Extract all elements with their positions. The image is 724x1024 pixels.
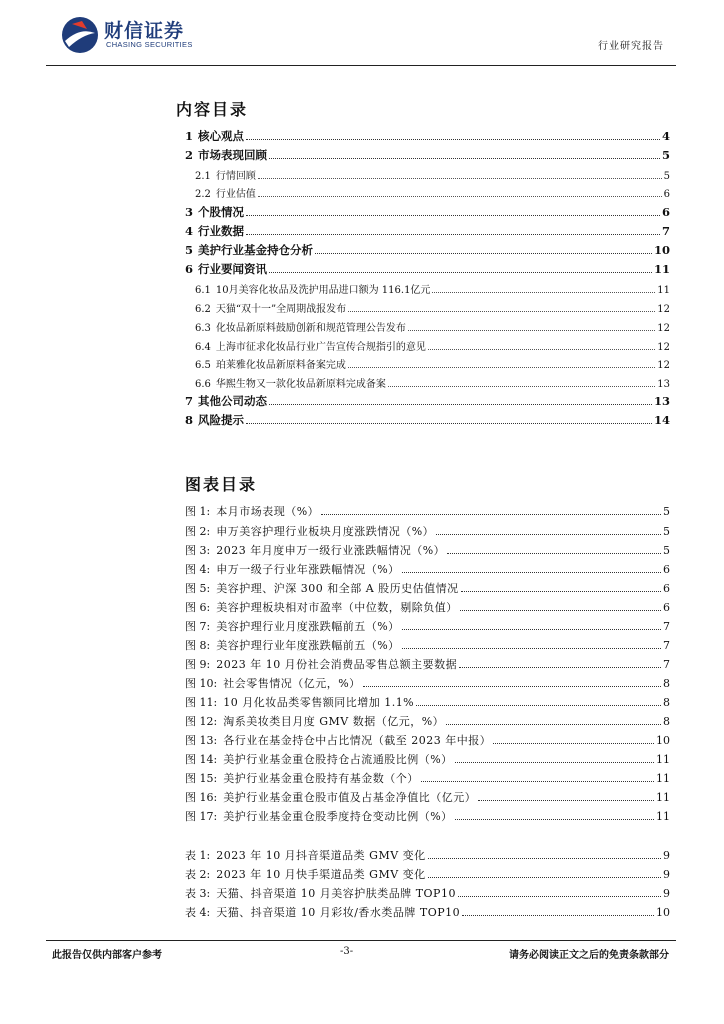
figure-entry[interactable] bbox=[185, 503, 670, 519]
toc-entry-page: 10 bbox=[653, 243, 670, 257]
figure-title: 社会零售情况（亿元，%） bbox=[223, 677, 361, 690]
dot-leader bbox=[428, 858, 661, 859]
toc-entry-number: 6.1 bbox=[195, 285, 211, 296]
table-title: 2023 年 10 月快手渠道品类 GMV 变化 bbox=[216, 868, 426, 881]
figure-label: 图 4: bbox=[185, 563, 211, 576]
dot-leader bbox=[402, 629, 661, 630]
toc-entry-title: 市场表现回顾 bbox=[198, 148, 268, 162]
figure-title: 淘系美妆类目月度 GMV 数据（亿元，%） bbox=[223, 715, 445, 728]
toc-entry-title: 美护行业基金持仓分析 bbox=[198, 243, 314, 257]
toc-entry-page: 13 bbox=[657, 379, 670, 390]
toc-title: 内容目录 bbox=[176, 100, 249, 119]
figure-page: 8 bbox=[663, 715, 670, 728]
dot-leader bbox=[493, 743, 654, 744]
figure-title: 美护行业基金重仓股持有基金数（个） bbox=[223, 772, 419, 785]
toc-entry-page: 14 bbox=[653, 413, 670, 427]
figure-list-title: 图表目录 bbox=[185, 475, 258, 494]
table-entry[interactable] bbox=[185, 847, 670, 863]
figure-entry[interactable] bbox=[185, 770, 670, 786]
figure-title: 美护行业基金重仓股季度持仓变动比例（%） bbox=[223, 810, 453, 823]
toc-entry-number: 6 bbox=[185, 262, 194, 276]
table-entry[interactable] bbox=[185, 904, 670, 920]
toc-entry[interactable] bbox=[185, 147, 670, 163]
figure-entry[interactable] bbox=[185, 713, 670, 729]
toc-entry[interactable] bbox=[185, 412, 670, 428]
figure-entry[interactable] bbox=[185, 542, 670, 558]
toc-entry-title: 个股情况 bbox=[198, 205, 245, 219]
page-number: -3- bbox=[340, 946, 354, 957]
dot-leader bbox=[458, 896, 661, 897]
toc-entry-page: 6 bbox=[663, 189, 670, 200]
figure-label: 图 1: bbox=[185, 505, 211, 518]
figure-page: 11 bbox=[656, 753, 670, 766]
dot-leader bbox=[459, 667, 661, 668]
dot-leader bbox=[455, 819, 654, 820]
toc-entry-title: 华熙生物又一款化妆品新原料完成备案 bbox=[215, 379, 386, 390]
figure-entry[interactable] bbox=[185, 523, 670, 539]
dot-leader bbox=[348, 367, 655, 368]
figure-label: 图 2: bbox=[185, 525, 211, 538]
toc-entry-number: 6.5 bbox=[195, 360, 211, 371]
toc-entry[interactable] bbox=[185, 223, 670, 239]
figure-title: 美护行业基金重仓股持仓占流通股比例（%） bbox=[223, 753, 453, 766]
toc-subentry[interactable] bbox=[195, 375, 670, 391]
dot-leader bbox=[348, 311, 655, 312]
figure-title: 申万美容护理行业板块月度涨跌情况（%） bbox=[216, 525, 435, 538]
toc-entry[interactable] bbox=[185, 261, 670, 277]
figure-page: 6 bbox=[663, 601, 670, 614]
toc-entry-number: 6.3 bbox=[195, 323, 211, 334]
figure-page: 8 bbox=[663, 677, 670, 690]
dot-leader bbox=[402, 572, 661, 573]
figure-title: 10 月化妆品类零售额同比增加 1.1% bbox=[223, 696, 415, 709]
figure-page: 5 bbox=[663, 525, 670, 538]
figure-label: 图 16: bbox=[185, 791, 218, 804]
figure-page: 6 bbox=[663, 582, 670, 595]
report-type-label: 行业研究报告 bbox=[598, 41, 664, 52]
figure-entry[interactable] bbox=[185, 656, 670, 672]
toc-subentry[interactable] bbox=[195, 338, 670, 354]
figure-page: 11 bbox=[656, 772, 670, 785]
toc-entry-title: 珀莱雅化妆品新原料备案完成 bbox=[215, 360, 346, 371]
toc-subentry[interactable] bbox=[195, 356, 670, 372]
toc-entry-title: 天猫“双十一”全周期战报发布 bbox=[215, 304, 347, 315]
figure-label: 图 7: bbox=[185, 620, 211, 633]
figure-label: 图 15: bbox=[185, 772, 218, 785]
dot-leader bbox=[436, 534, 661, 535]
toc-entry-title: 核心观点 bbox=[198, 129, 245, 143]
figure-title: 美容护理板块相对市盈率（中位数，剔除负值） bbox=[216, 601, 458, 614]
dot-leader bbox=[269, 158, 660, 159]
table-label: 表 4: bbox=[185, 906, 211, 919]
figure-page: 11 bbox=[656, 791, 670, 804]
toc-entry-number: 4 bbox=[185, 224, 194, 238]
dot-leader bbox=[447, 553, 661, 554]
figure-page: 5 bbox=[663, 544, 670, 557]
dot-leader bbox=[428, 349, 655, 350]
figure-label: 图 17: bbox=[185, 810, 218, 823]
toc-entry[interactable] bbox=[185, 242, 670, 258]
toc-entry-title: 10月美容化妆品及洗护用品进口额为 116.1亿元 bbox=[215, 285, 431, 296]
table-entry[interactable] bbox=[185, 885, 670, 901]
toc-entry-page: 12 bbox=[657, 304, 670, 315]
logo-emblem-icon bbox=[60, 15, 100, 55]
toc-entry-number: 2.2 bbox=[195, 189, 211, 200]
figure-label: 图 9: bbox=[185, 658, 211, 671]
dot-leader bbox=[428, 877, 661, 878]
figure-title: 2023 年月度申万一级行业涨跌幅情况（%） bbox=[216, 544, 446, 557]
figure-title: 申万一级子行业年涨跌幅情况（%） bbox=[216, 563, 400, 576]
toc-entry-title: 行情回顾 bbox=[215, 171, 256, 182]
company-logo bbox=[60, 15, 210, 59]
toc-entry-page: 11 bbox=[657, 285, 670, 296]
dot-leader bbox=[461, 591, 661, 592]
toc-subentry[interactable] bbox=[195, 185, 670, 201]
toc-entry-page: 11 bbox=[653, 262, 670, 276]
toc-entry-title: 化妆品新原料鼓励创新和规范管理公告发布 bbox=[215, 323, 406, 334]
toc-entry[interactable] bbox=[185, 393, 670, 409]
figure-title: 各行业在基金持仓中占比情况（截至 2023 年中报） bbox=[223, 734, 492, 747]
footer-disclaimer-left: 此报告仅供内部客户参考 bbox=[52, 950, 162, 961]
toc-entry-number: 6.2 bbox=[195, 304, 211, 315]
toc-subentry[interactable] bbox=[195, 300, 670, 316]
table-title: 天猫、抖音渠道 10 月彩妆/香水类品牌 TOP10 bbox=[216, 906, 461, 919]
figure-title: 美护行业基金重仓股市值及占基金净值比（亿元） bbox=[223, 791, 477, 804]
toc-subentry[interactable] bbox=[195, 281, 670, 297]
figure-page: 7 bbox=[663, 658, 670, 671]
footer-disclaimer-right: 请务必阅读正文之后的免责条款部分 bbox=[509, 950, 669, 961]
toc-entry-page: 4 bbox=[661, 129, 670, 143]
dot-leader bbox=[246, 423, 652, 424]
toc-subentry[interactable] bbox=[195, 167, 670, 183]
figure-entry[interactable] bbox=[185, 561, 670, 577]
dot-leader bbox=[455, 762, 654, 763]
toc-entry-page: 13 bbox=[653, 394, 670, 408]
figure-label: 图 6: bbox=[185, 601, 211, 614]
toc-entry-number: 5 bbox=[185, 243, 194, 257]
toc-entry-number: 3 bbox=[185, 205, 194, 219]
figure-entry[interactable] bbox=[185, 599, 670, 615]
toc-entry-number: 6.4 bbox=[195, 342, 211, 353]
table-page: 9 bbox=[663, 887, 670, 900]
dot-leader bbox=[246, 234, 660, 235]
table-title: 天猫、抖音渠道 10 月美容护肤类品牌 TOP10 bbox=[216, 887, 456, 900]
figure-title: 美容护理行业年度涨跌幅前五（%） bbox=[216, 639, 400, 652]
dot-leader bbox=[421, 781, 654, 782]
dot-leader bbox=[258, 178, 662, 179]
figure-entry[interactable] bbox=[185, 694, 670, 710]
figure-page: 7 bbox=[663, 620, 670, 633]
figure-entry[interactable] bbox=[185, 637, 670, 653]
toc-entry-title: 行业估值 bbox=[215, 189, 256, 200]
table-page: 9 bbox=[663, 868, 670, 881]
figure-entry[interactable] bbox=[185, 808, 670, 824]
dot-leader bbox=[269, 404, 652, 405]
figure-label: 图 13: bbox=[185, 734, 218, 747]
table-page: 10 bbox=[656, 906, 670, 919]
footer-divider bbox=[46, 940, 676, 941]
figure-title: 本月市场表现（%） bbox=[216, 505, 320, 518]
toc-entry-number: 1 bbox=[185, 129, 194, 143]
toc-entry-page: 6 bbox=[661, 205, 670, 219]
dot-leader bbox=[416, 705, 661, 706]
figure-label: 图 11: bbox=[185, 696, 218, 709]
toc-entry[interactable] bbox=[185, 128, 670, 144]
toc-entry-page: 5 bbox=[661, 148, 670, 162]
figure-title: 2023 年 10 月份社会消费品零售总额主要数据 bbox=[216, 658, 458, 671]
figure-entry[interactable] bbox=[185, 751, 670, 767]
dot-leader bbox=[446, 724, 661, 725]
logo-chinese-name: 财信证券 bbox=[104, 20, 185, 42]
dot-leader bbox=[246, 215, 660, 216]
toc-entry-page: 12 bbox=[657, 360, 670, 371]
dot-leader bbox=[246, 139, 660, 140]
figure-page: 8 bbox=[663, 696, 670, 709]
figure-page: 10 bbox=[656, 734, 670, 747]
toc-entry-number: 8 bbox=[185, 413, 194, 427]
figure-label: 图 8: bbox=[185, 639, 211, 652]
toc-subentry[interactable] bbox=[195, 319, 670, 335]
dot-leader bbox=[478, 800, 654, 801]
figure-entry[interactable] bbox=[185, 675, 670, 691]
dot-leader bbox=[269, 272, 652, 273]
toc-entry[interactable] bbox=[185, 204, 670, 220]
figure-label: 图 3: bbox=[185, 544, 211, 557]
figure-page: 7 bbox=[663, 639, 670, 652]
toc-entry-title: 风险提示 bbox=[198, 413, 245, 427]
figure-entry[interactable] bbox=[185, 732, 670, 748]
table-label: 表 1: bbox=[185, 849, 211, 862]
table-title: 2023 年 10 月抖音渠道品类 GMV 变化 bbox=[216, 849, 426, 862]
toc-entry-page: 5 bbox=[663, 171, 670, 182]
dot-leader bbox=[315, 253, 652, 254]
figure-title: 美容护理行业月度涨跌幅前五（%） bbox=[216, 620, 400, 633]
toc-entry-page: 7 bbox=[661, 224, 670, 238]
figure-page: 11 bbox=[656, 810, 670, 823]
toc-entry-number: 6.6 bbox=[195, 379, 211, 390]
toc-entry-title: 上海市征求化妆品行业广告宣传合规指引的意见 bbox=[215, 342, 426, 353]
dot-leader bbox=[321, 514, 661, 515]
dot-leader bbox=[462, 915, 654, 916]
dot-leader bbox=[388, 386, 655, 387]
dot-leader bbox=[408, 330, 655, 331]
figure-entry[interactable] bbox=[185, 618, 670, 634]
toc-entry-title: 行业数据 bbox=[198, 224, 245, 238]
figure-label: 图 10: bbox=[185, 677, 218, 690]
toc-entry-page: 12 bbox=[657, 323, 670, 334]
figure-page: 5 bbox=[663, 505, 670, 518]
dot-leader bbox=[432, 292, 655, 293]
table-page: 9 bbox=[663, 849, 670, 862]
header-divider bbox=[46, 65, 676, 66]
logo-english-name: CHASING SECURITIES bbox=[106, 40, 193, 49]
figure-page: 6 bbox=[663, 563, 670, 576]
table-label: 表 2: bbox=[185, 868, 211, 881]
toc-entry-title: 其他公司动态 bbox=[198, 394, 268, 408]
figure-title: 美容护理、沪深 300 和全部 A 股历史估值情况 bbox=[216, 582, 459, 595]
figure-label: 图 5: bbox=[185, 582, 211, 595]
toc-entry-page: 12 bbox=[657, 342, 670, 353]
toc-entry-number: 2.1 bbox=[195, 171, 211, 182]
toc-entry-number: 7 bbox=[185, 394, 194, 408]
dot-leader bbox=[460, 610, 661, 611]
figure-entry[interactable] bbox=[185, 789, 670, 805]
figure-entry[interactable] bbox=[185, 580, 670, 596]
table-label: 表 3: bbox=[185, 887, 211, 900]
dot-leader bbox=[402, 648, 661, 649]
dot-leader bbox=[258, 196, 662, 197]
dot-leader bbox=[363, 686, 661, 687]
figure-label: 图 14: bbox=[185, 753, 218, 766]
toc-entry-number: 2 bbox=[185, 148, 194, 162]
table-entry[interactable] bbox=[185, 866, 670, 882]
figure-label: 图 12: bbox=[185, 715, 218, 728]
toc-entry-title: 行业要闻资讯 bbox=[198, 262, 268, 276]
